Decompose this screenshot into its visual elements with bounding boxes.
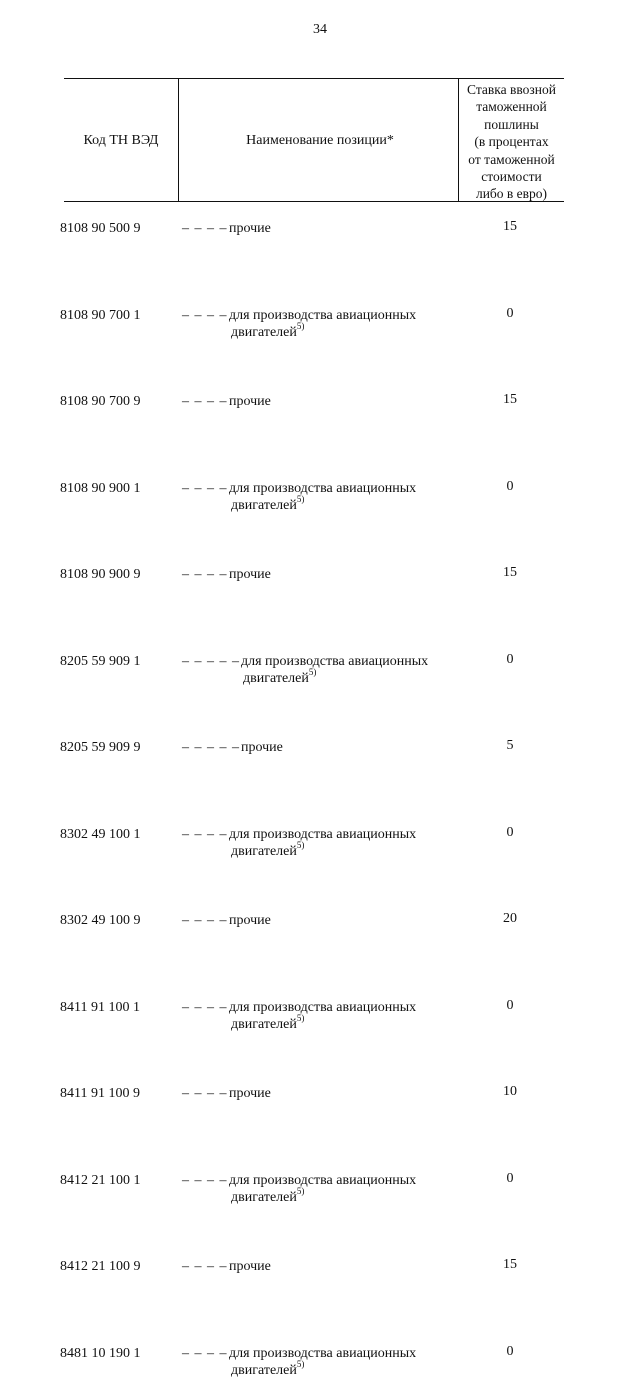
header-rate	[459, 81, 564, 203]
header-rate-line: таможенной	[476, 99, 547, 115]
header-rate-line: Ставка ввозной	[467, 82, 556, 97]
row-name: для производства авиационных	[229, 1173, 417, 1188]
row-name-line2: двигателей	[231, 325, 297, 340]
row-dashes: – – – –	[182, 567, 228, 582]
row-name: для производства авиационных	[241, 654, 429, 669]
header-rate-line: либо в евро)	[475, 186, 548, 202]
row-rate: 20	[503, 911, 517, 926]
row-rate: 0	[506, 652, 514, 667]
row-code: 8108 90 500 9	[60, 221, 141, 236]
row-code: 8205 59 909 1	[60, 654, 141, 669]
row-name: для производства авиационных	[229, 827, 417, 842]
row-name-line2: двигателей	[243, 671, 309, 686]
row-name: прочие	[229, 221, 271, 236]
header-name: Наименование позиции*	[246, 133, 394, 148]
row-code: 8205 59 909 9	[60, 740, 141, 755]
row-dashes: – – – – –	[182, 740, 240, 755]
row-dashes: – – – –	[182, 1346, 228, 1361]
footnote-ref: 5)	[296, 1013, 305, 1023]
row-rate: 5	[506, 738, 514, 753]
row-rate: 15	[503, 392, 517, 407]
row-name: прочие	[229, 1086, 271, 1101]
row-dashes: – – – –	[182, 1259, 228, 1274]
row-name-line2: двигателей	[231, 1017, 297, 1032]
row-rate: 10	[503, 1084, 517, 1099]
table-header	[64, 79, 564, 202]
footnote-ref: 5)	[296, 494, 305, 504]
footnote-ref: 5)	[296, 840, 305, 850]
row-name: для производства авиационных	[229, 1346, 417, 1361]
row-dashes: – – – – –	[182, 654, 240, 669]
row-rate: 15	[503, 565, 517, 580]
footnote-ref: 5)	[308, 667, 317, 677]
row-name: прочие	[229, 1259, 271, 1274]
row-code: 8108 90 700 9	[60, 394, 141, 409]
header-rate-line: от таможенной	[468, 151, 555, 167]
row-dashes: – – – –	[182, 1173, 228, 1188]
row-dashes: – – – –	[182, 827, 228, 842]
page-number: 34	[313, 22, 327, 37]
row-name-continued	[231, 1359, 305, 1379]
footnote-ref: 5)	[296, 1186, 305, 1196]
header-code: Код ТН ВЭД	[83, 133, 159, 148]
row-rate: 0	[506, 1344, 514, 1359]
row-dashes: – – – –	[182, 1086, 228, 1101]
row-name: для производства авиационных	[229, 1000, 417, 1015]
row-rate: 0	[506, 479, 514, 494]
header-rate-line: стоимости	[481, 169, 542, 185]
row-name-line2: двигателей	[231, 844, 297, 859]
row-name: прочие	[229, 394, 271, 409]
row-dashes: – – – –	[182, 481, 228, 496]
row-name-continued	[231, 840, 305, 860]
row-code: 8412 21 100 1	[60, 1173, 141, 1188]
row-code: 8411 91 100 9	[60, 1086, 140, 1101]
row-name: прочие	[229, 567, 271, 582]
row-code: 8108 90 700 1	[60, 308, 141, 323]
row-name-continued	[231, 494, 305, 514]
row-code: 8302 49 100 9	[60, 913, 141, 928]
row-code: 8411 91 100 1	[60, 1000, 140, 1015]
row-name-line2: двигателей	[231, 1363, 297, 1378]
row-name-line2: двигателей	[231, 1190, 297, 1205]
row-rate: 0	[506, 998, 514, 1013]
footnote-ref: 5)	[296, 321, 305, 331]
row-code: 8412 21 100 9	[60, 1259, 141, 1274]
row-name-continued	[231, 1186, 305, 1206]
row-dashes: – – – –	[182, 1000, 228, 1015]
row-code: 8108 90 900 9	[60, 567, 141, 582]
row-name: прочие	[241, 740, 283, 755]
row-name-continued	[231, 321, 305, 341]
row-name-line2: двигателей	[231, 498, 297, 513]
row-rate: 0	[506, 825, 514, 840]
footnote-ref: 5)	[296, 1359, 305, 1369]
row-rate: 15	[503, 219, 517, 234]
row-rate: 15	[503, 1257, 517, 1272]
row-dashes: – – – –	[182, 394, 228, 409]
row-dashes: – – – –	[182, 913, 228, 928]
row-name: для производства авиационных	[229, 308, 417, 323]
row-dashes: – – – –	[182, 221, 228, 236]
row-code: 8108 90 900 1	[60, 481, 141, 496]
row-name-continued	[231, 1013, 305, 1033]
row-code: 8302 49 100 1	[60, 827, 141, 842]
row-name: для производства авиационных	[229, 481, 417, 496]
row-rate: 0	[506, 306, 514, 321]
row-name-continued	[243, 667, 317, 687]
header-rate-line: пошлины	[484, 116, 539, 132]
row-dashes: – – – –	[182, 308, 228, 323]
row-code: 8481 10 190 1	[60, 1346, 141, 1361]
header-rate-line: (в процентах	[474, 134, 549, 150]
row-rate: 0	[506, 1171, 514, 1186]
row-name: прочие	[229, 913, 271, 928]
